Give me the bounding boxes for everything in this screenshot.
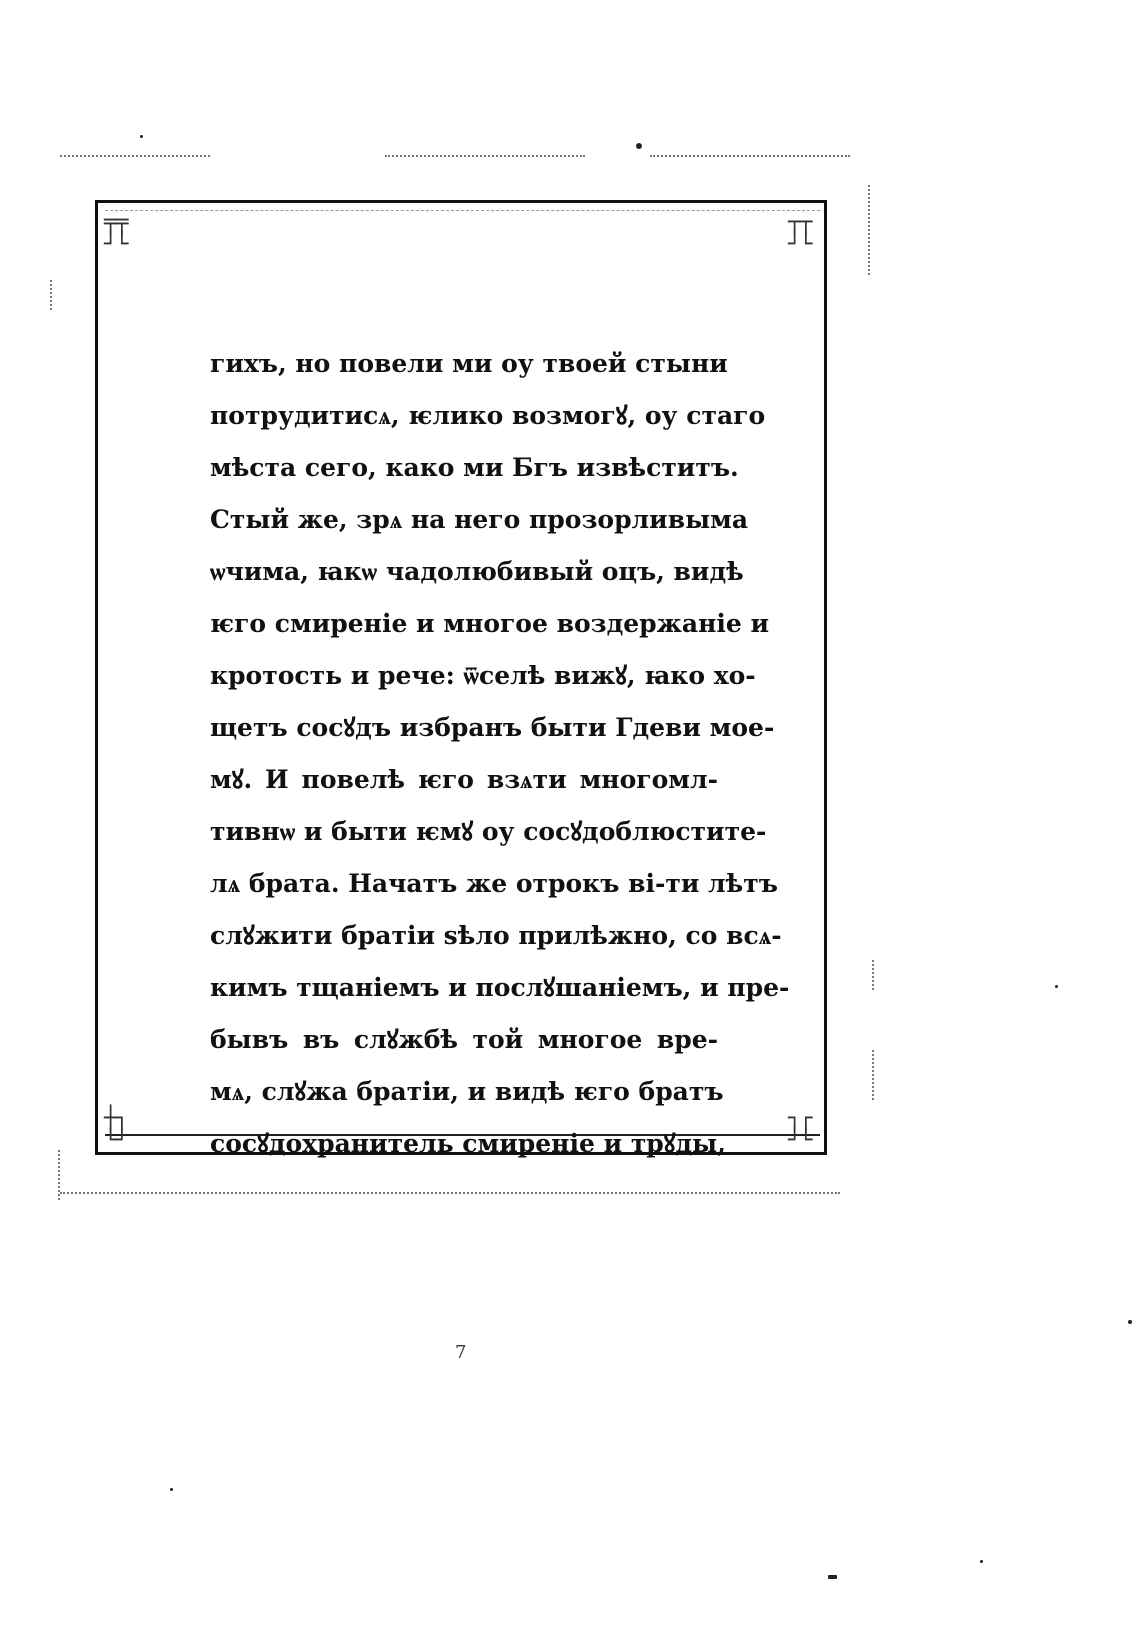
text-line: потрудитисѧ, ѥлико возмогꙋ, оу стаго [210, 401, 766, 430]
corner-ornament-bottom-right: ┐┌ ┘└ [788, 1106, 811, 1153]
scan-speck [980, 1560, 983, 1563]
text-line: слꙋжити братіи ѕѣло прилѣжно, со всѧ- [210, 921, 782, 950]
text-line: тивнѡ и быти ѥмꙋ оу сосꙋдоблюстите- [210, 817, 767, 846]
scan-speck [828, 1575, 837, 1579]
scan-speck [636, 143, 642, 149]
text-line: бывъ въ слꙋжбѣ той многое вре- [210, 1025, 718, 1054]
right-dotted-rule [872, 1050, 874, 1100]
scan-speck [1128, 1320, 1132, 1324]
corner-ornament-bottom-left: ┼┐ └┘ [104, 1106, 127, 1153]
text-line: ѥго смиреніе и многое воздержаніе и [210, 609, 770, 638]
bottom-dotted-rule [60, 1192, 840, 1194]
top-dotted-rule [385, 155, 585, 157]
text-line: сосꙋдохранитель смиреніе и трꙋды, [210, 1129, 726, 1158]
left-dotted-rule [50, 280, 52, 310]
corner-ornament-top-right: ┬┬ ┘└ [788, 210, 811, 257]
text-line: кимъ тщаніемъ и послꙋшаніемъ, и пре- [210, 973, 790, 1002]
right-dotted-rule [868, 185, 870, 275]
top-dotted-rule [60, 155, 210, 157]
text-line: мѧ, слꙋжа братіи, и видѣ ѥго братъ [210, 1077, 724, 1106]
scan-speck [1055, 985, 1058, 988]
text-line: кротость и рече: ѿселѣ вижꙋ, ꙗко хо- [210, 661, 756, 690]
text-line: Стый же, зрѧ на него прозорливыма [210, 505, 749, 534]
text-line: лѧ брата. Начатъ же отрокъ ві-ти лѣтъ [210, 869, 778, 898]
top-dotted-rule [650, 155, 850, 157]
text-line: мѣста сего, како ми Бгъ извѣститъ. [210, 453, 739, 482]
scan-speck [170, 1488, 173, 1491]
right-dotted-rule [872, 960, 874, 990]
page-number: 7 [455, 1342, 467, 1363]
body-text [210, 338, 790, 1170]
text-line: ѡчима, ꙗкѡ чадолюбивый оцъ, видѣ [210, 557, 744, 586]
left-dotted-rule [58, 1150, 60, 1200]
text-line: гихъ, но повели ми оу твоей стыни [210, 349, 728, 378]
scan-speck [140, 135, 143, 138]
text-line: щетъ сосꙋдъ избранъ быти Гдеви мое- [210, 713, 775, 742]
frame-inner-top-rule [105, 210, 820, 211]
corner-ornament-top-left: ╤╤ ┘└ [104, 210, 127, 257]
text-line: мꙋ. И повелѣ ѥго взѧти многомл- [210, 765, 718, 794]
